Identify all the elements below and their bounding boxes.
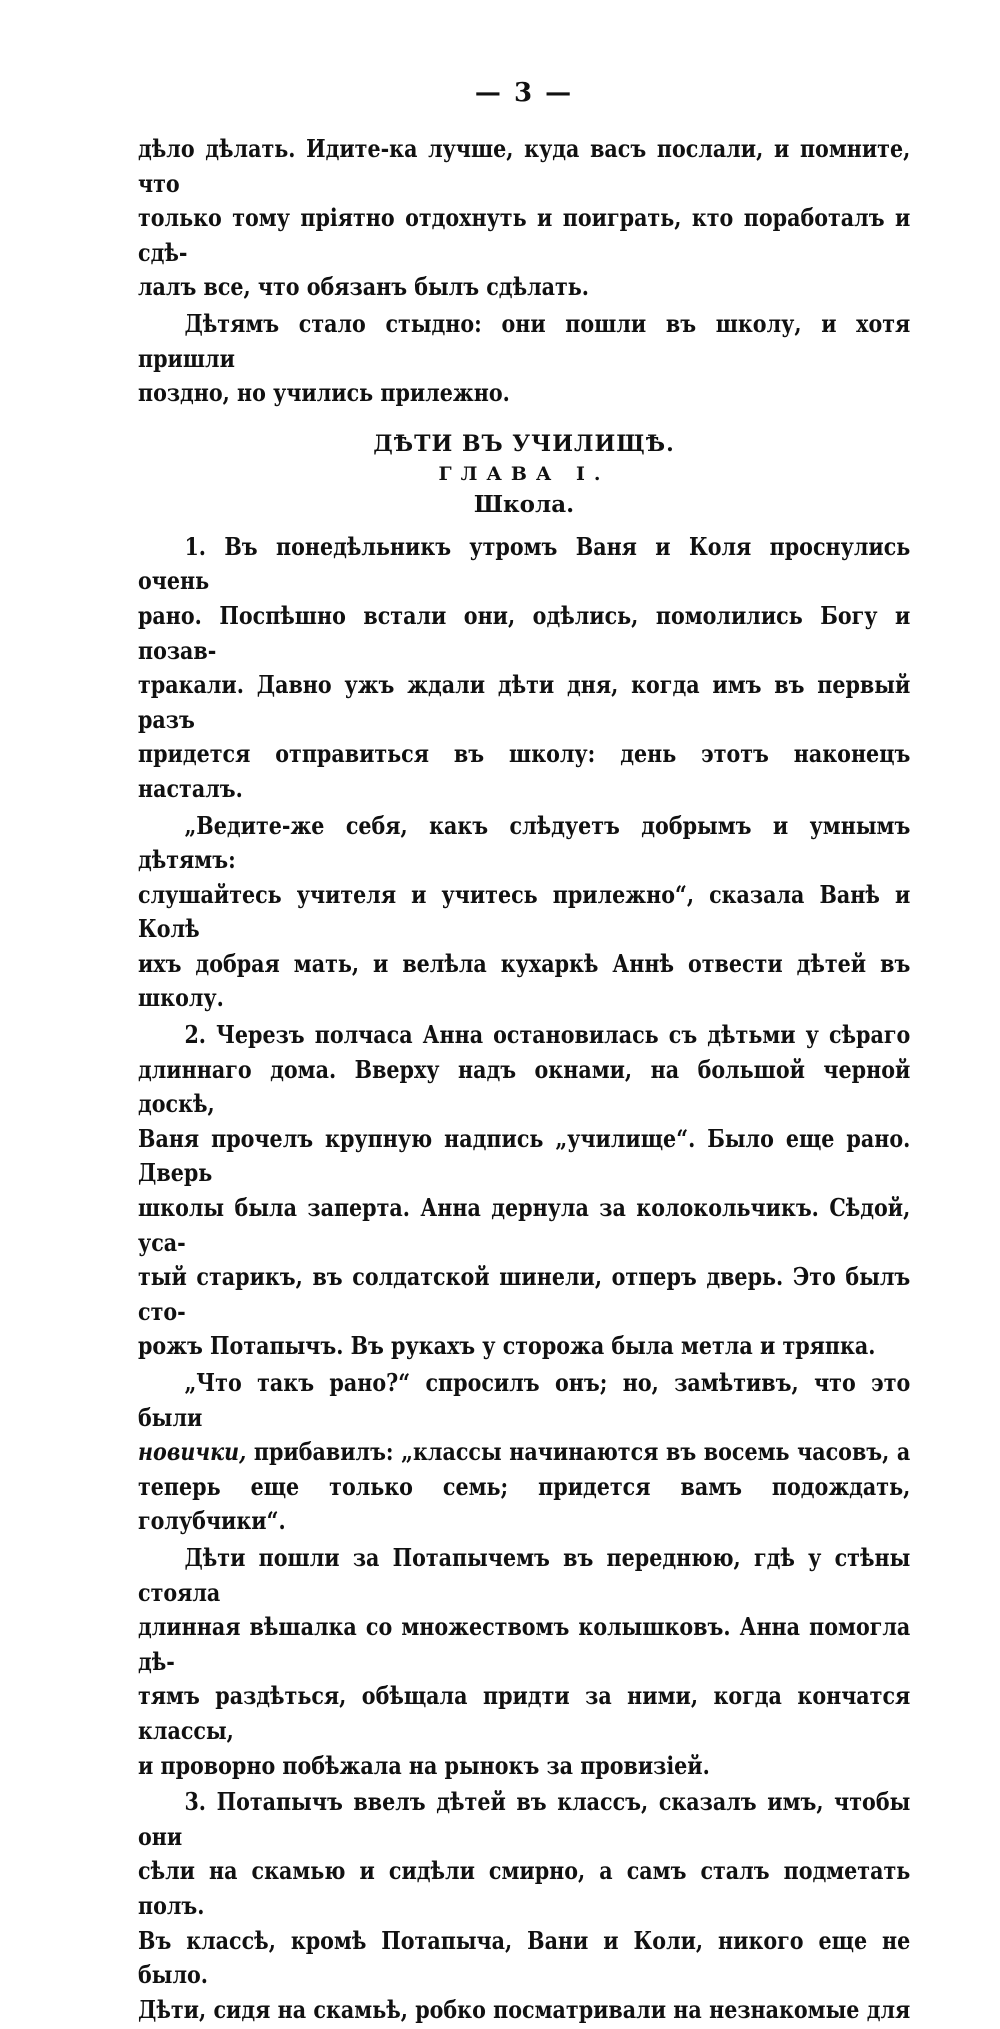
text-line: поздно, но учились прилежно. [138, 378, 510, 408]
text-line: „Ведите-же себя, какъ слѣдуетъ добрымъ и умнымъ дѣтямъ: [138, 810, 911, 875]
text-line: тракали. Давно ужъ ждали дѣти дня, когда имъ въ первый разъ [138, 670, 911, 734]
paragraph-6 [138, 1785, 910, 2027]
chapter-title: ГЛАВА I. [438, 462, 610, 485]
paragraph-1 [138, 530, 910, 807]
paragraph-5 [138, 1541, 910, 1783]
chapter-subtitle: Школа. [473, 490, 575, 518]
text-line: длиннаго дома. Вверху надъ окнами, на большой черной доскѣ, [138, 1054, 911, 1119]
text-line: „Что такъ рано?“ спросилъ онъ; но, замѣтивъ, что это были [138, 1368, 911, 1432]
book-page [138, 78, 910, 2029]
text-line: Дѣти пошли за Потапычемъ въ переднюю, гдѣ у стѣны стояла [138, 1542, 911, 1607]
text-line: 2. Черезъ полчаса Анна остановилась съ дѣтьми у сѣраго [184, 1020, 911, 1050]
text-line: школу. [138, 983, 224, 1013]
text-line: рожъ Потапычъ. Въ рукахъ у сторожа была метла и тряпка. [138, 1331, 876, 1361]
text-line: ихъ добрая мать, и велѣла кухаркѣ Аннѣ отвести дѣтей въ [138, 948, 911, 978]
text-line: Ваня прочелъ крупную надпись „училище“. Было еще рано. Дверь [138, 1123, 911, 1188]
text-line: и проворно побѣжала на рынокъ за провизіей. [138, 1750, 710, 1780]
text-line: Дѣти, сидя на скамьѣ, робко посматривали на незнакомые для [138, 1994, 911, 2024]
paragraph-3 [138, 1018, 910, 1364]
section-title: ДѢТИ ВЪ УЧИЛИЩѢ. [373, 430, 675, 457]
text-line: тямъ раздѣться, обѣщала придти за ними, когда кончатся классы, [138, 1681, 911, 1745]
text-span: прибавилъ: „классы начинаются въ восемь часовъ, а [246, 1437, 911, 1467]
text-line: школы была заперта. Анна дернула за колокольчикъ. Сѣдой, уса- [138, 1193, 911, 1257]
text-line: Дѣтямъ стало стыдно: они пошли въ школу, и хотя пришли [138, 308, 911, 373]
intro-paragraph-2 [138, 307, 910, 411]
text-line: 1. Въ понедѣльникъ утромъ Ваня и Коля проснулись очень [138, 531, 911, 596]
text-line: сѣли на скамью и сидѣли смирно, а самъ сталъ подметать полъ. [138, 1856, 911, 1920]
text-line: только тому пріятно отдохнуть и поиграть, кто поработалъ и сдѣ- [138, 203, 911, 267]
text-line: теперь еще только семь; придется вамъ подождать, голубчики“. [138, 1471, 911, 1536]
text-line: лалъ все, что обязанъ былъ сдѣлать. [138, 272, 589, 302]
page-number: — 3 — [474, 78, 574, 108]
text-line: рано. Поспѣшно встали они, одѣлись, помолились Богу и позав- [138, 600, 911, 665]
text-line: длинная вѣшалка со множествомъ колышковъ. Анна помогла дѣ- [138, 1612, 911, 1676]
italic-word: новички, [138, 1437, 247, 1467]
text-line: тый старикъ, въ солдатской шинели, отперъ дверь. Это былъ сто- [138, 1262, 911, 1326]
text-line: придется отправиться въ школу: день этотъ наконецъ насталъ. [138, 739, 911, 803]
paragraph-2 [138, 809, 910, 1017]
text-line: дѣло дѣлать. Идите-ка лучше, куда васъ послали, и помните, что [138, 134, 911, 198]
text-line: 3. Потапычъ ввелъ дѣтей въ классъ, сказалъ имъ, чтобы они [138, 1787, 911, 1851]
text-line: слушайтесь учителя и учитесь прилежно“, сказала Ванѣ и Колѣ [138, 879, 911, 944]
intro-paragraph-1 [138, 132, 910, 305]
text-line: Въ классѣ, кромѣ Потапыча, Вани и Коли, никого еще не было. [138, 1925, 911, 1990]
paragraph-4 [138, 1366, 910, 1539]
text-line [138, 1435, 910, 1470]
